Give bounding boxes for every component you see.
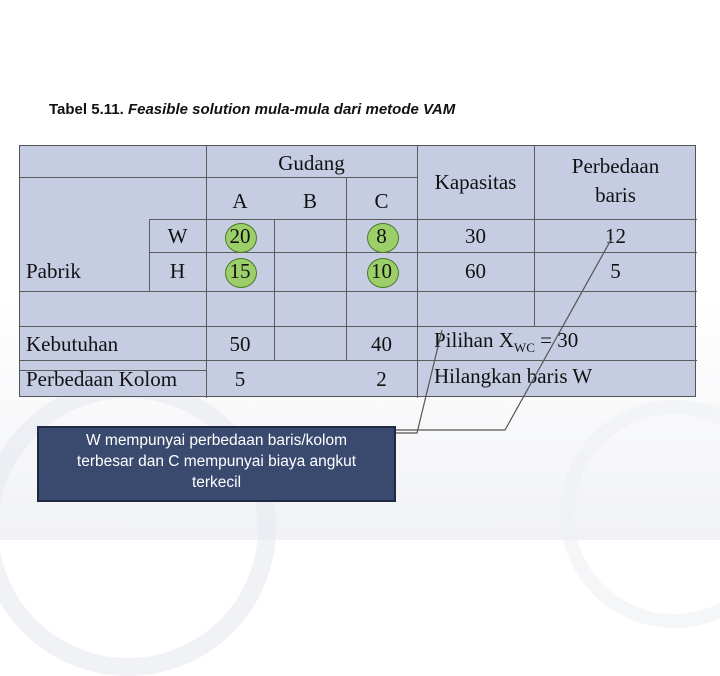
column-header-a: A	[232, 189, 248, 213]
gudang-header: Gudang	[278, 151, 345, 175]
column-header-c: C	[374, 189, 389, 213]
perbedaan-kolom-a: 5	[234, 367, 246, 391]
perbedaan-baris-header-line2: baris	[595, 183, 636, 207]
cell-w-c: 8	[376, 224, 387, 248]
annotation-line: terkecil	[191, 473, 242, 491]
pilihan-subscript: WC	[513, 340, 535, 356]
annotation-box	[37, 426, 396, 502]
perbedaan-h: 5	[610, 259, 621, 283]
caption-label: Tabel 5.11.	[49, 101, 124, 118]
caption-title: Feasible solution mula-mula dari metode VAM	[127, 101, 456, 118]
perbedaan-baris-header-line1: Perbedaan	[571, 154, 660, 178]
cell-h-c: 10	[371, 259, 392, 283]
row-label-w: W	[167, 224, 188, 248]
kapasitas-w: 30	[465, 224, 486, 248]
pabrik-label: Pabrik	[26, 259, 81, 283]
kapasitas-header: Kapasitas	[434, 170, 517, 194]
perbedaan-w: 12	[605, 224, 626, 248]
annotation-line: W mempunyai perbedaan baris/kolom	[85, 432, 348, 449]
kebutuhan-label: Kebutuhan	[26, 332, 119, 356]
cell-h-a: 15	[229, 259, 251, 283]
annotation-line: terbesar dan C mempunyai biaya angkut	[76, 452, 357, 470]
pilihan-text: Pilihan $X_{WC} = 30$	[434, 328, 579, 356]
kebutuhan-c: 40	[371, 332, 392, 356]
kapasitas-h: 60	[465, 259, 486, 283]
row-label-h: H	[169, 259, 186, 283]
perbedaan-kolom-c: 2	[376, 367, 387, 391]
perbedaan-kolom-label: Perbedaan Kolom	[26, 367, 178, 391]
cell-w-a: 20	[229, 224, 251, 248]
hilangkan-text: Hilangkan baris W	[434, 364, 593, 388]
kebutuhan-a: 50	[229, 332, 251, 356]
column-header-b: B	[302, 189, 317, 213]
